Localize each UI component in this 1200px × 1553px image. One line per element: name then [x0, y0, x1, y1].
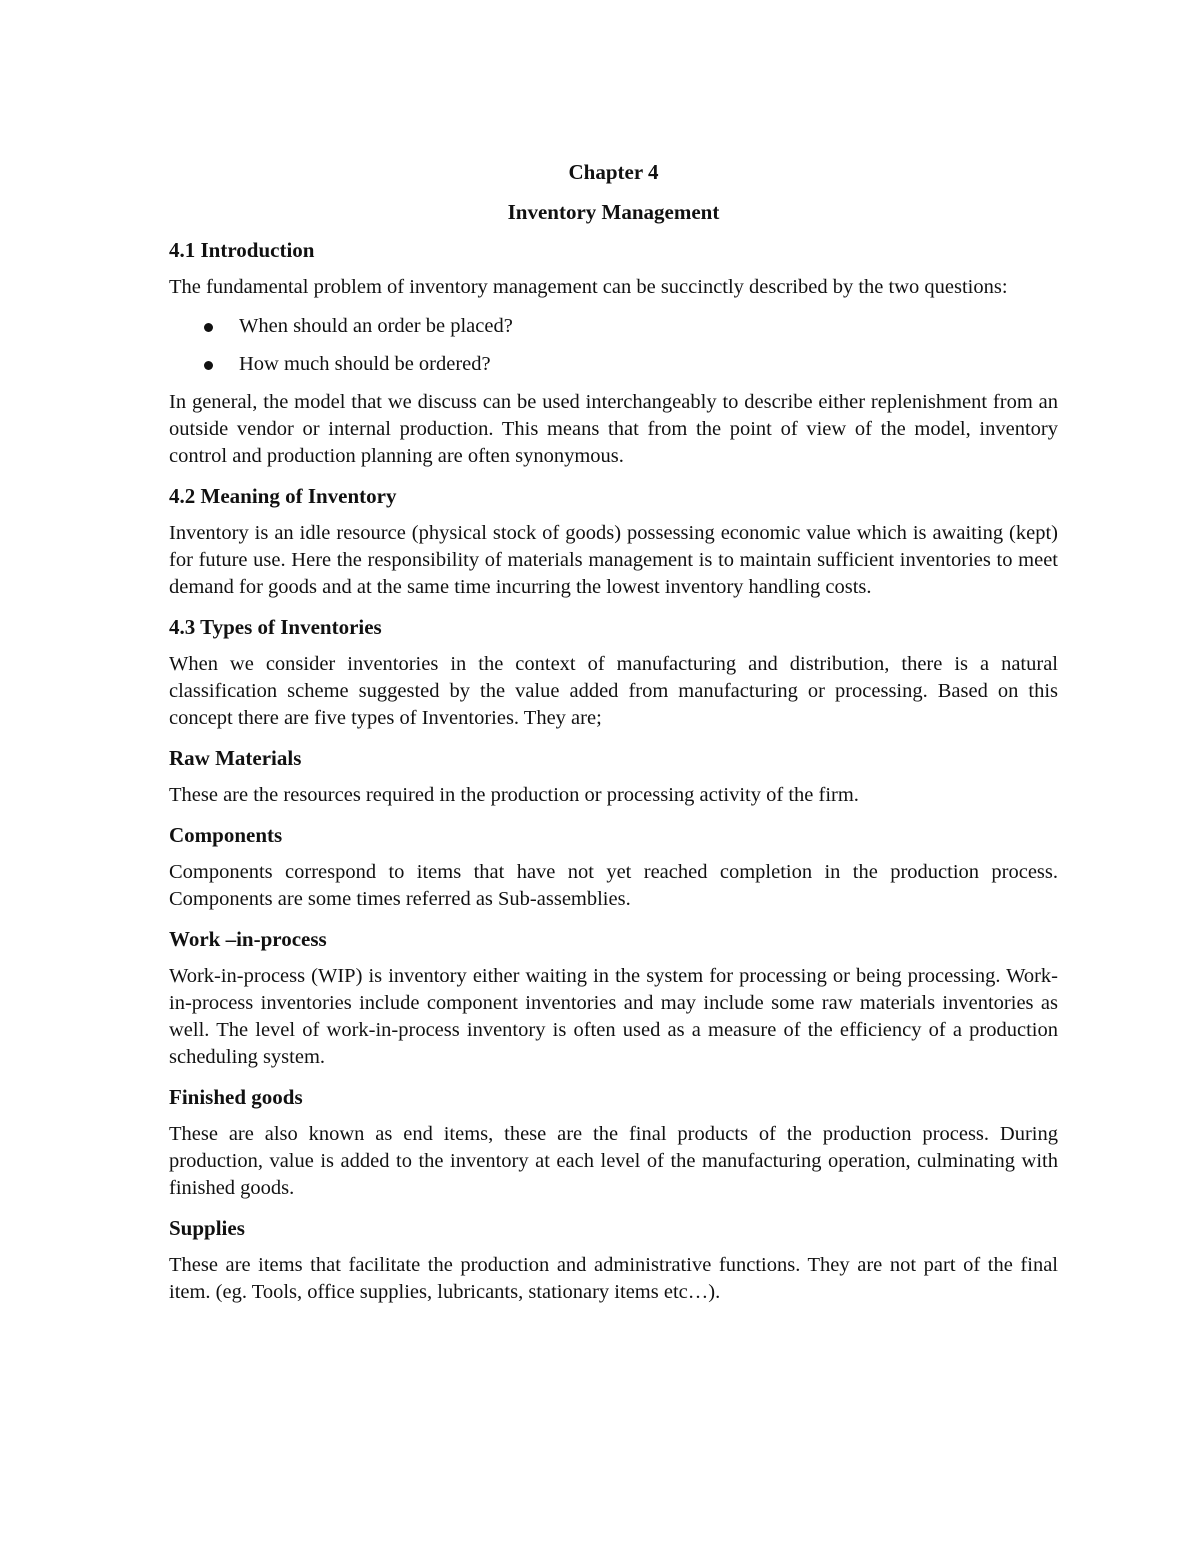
subheading-components: Components — [169, 823, 283, 847]
work-in-process-paragraph: Work-in-process (WIP) is inventory either waiting in the system for processing or being processing. Work-in-process inventories include component inventories and may include some raw materials inventories as well. The level of work-in-process inventory is often used as a measure of the efficiency of a production scheduling system. — [169, 965, 1058, 1068]
finished-goods-paragraph: These are also known as end items, these are the final products of the production process. During production, value is added to the inventory at each level of the manufacturing operation, culminating with finished goods. — [169, 1123, 1058, 1199]
subheading-finished-goods: Finished goods — [169, 1085, 303, 1109]
section-heading-meaning: 4.2 Meaning of Inventory — [169, 484, 397, 508]
raw-materials-paragraph: These are the resources required in the production or processing activity of the firm. — [169, 784, 859, 806]
meaning-paragraph: Inventory is an idle resource (physical stock of goods) possessing economic value which is awaiting (kept) for future use. Here the responsibility of materials management is to maintain sufficient inventories to meet demand for goods and at the same time incurring the lowest inventory handling costs. — [169, 522, 1058, 598]
question-list — [169, 313, 1058, 378]
introduction-paragraph: The fundamental problem of inventory management can be succinctly described by the two questions: — [169, 276, 1008, 298]
list-item-text: When should an order be placed? — [239, 315, 513, 337]
list-item-text: How much should be ordered? — [239, 353, 491, 375]
types-paragraph: When we consider inventories in the context of manufacturing and distribution, there is a natural classification scheme suggested by the value added from manufacturing or processing. Based on this concept there are five types of Inventories. They are; — [169, 653, 1058, 729]
document-title: Inventory Management — [507, 200, 720, 224]
document-page — [169, 158, 1058, 1318]
list-item — [169, 313, 1058, 340]
subheading-work-in-process: Work –in-process — [169, 927, 327, 951]
bullet-icon — [204, 361, 213, 370]
section-heading-types: 4.3 Types of Inventories — [169, 615, 382, 639]
introduction-paragraph-2: In general, the model that we discuss can be used interchangeably to describe either replenishment from an outside vendor or internal production. This means that from the point of view of the model, inventory control and production planning are often synonymous. — [169, 391, 1058, 467]
chapter-label: Chapter 4 — [568, 160, 659, 184]
components-paragraph: Components correspond to items that have not yet reached completion in the production process. Components are some times referred as Sub-assemblies. — [169, 861, 1058, 910]
supplies-paragraph: These are items that facilitate the production and administrative functions. They are not part of the final item. (eg. Tools, office supplies, lubricants, stationary items etc…). — [169, 1254, 1058, 1303]
subheading-raw-materials: Raw Materials — [169, 746, 302, 770]
subheading-supplies: Supplies — [169, 1216, 245, 1240]
list-item — [169, 351, 1058, 378]
section-heading-introduction: 4.1 Introduction — [169, 238, 315, 262]
bullet-icon — [204, 323, 213, 332]
